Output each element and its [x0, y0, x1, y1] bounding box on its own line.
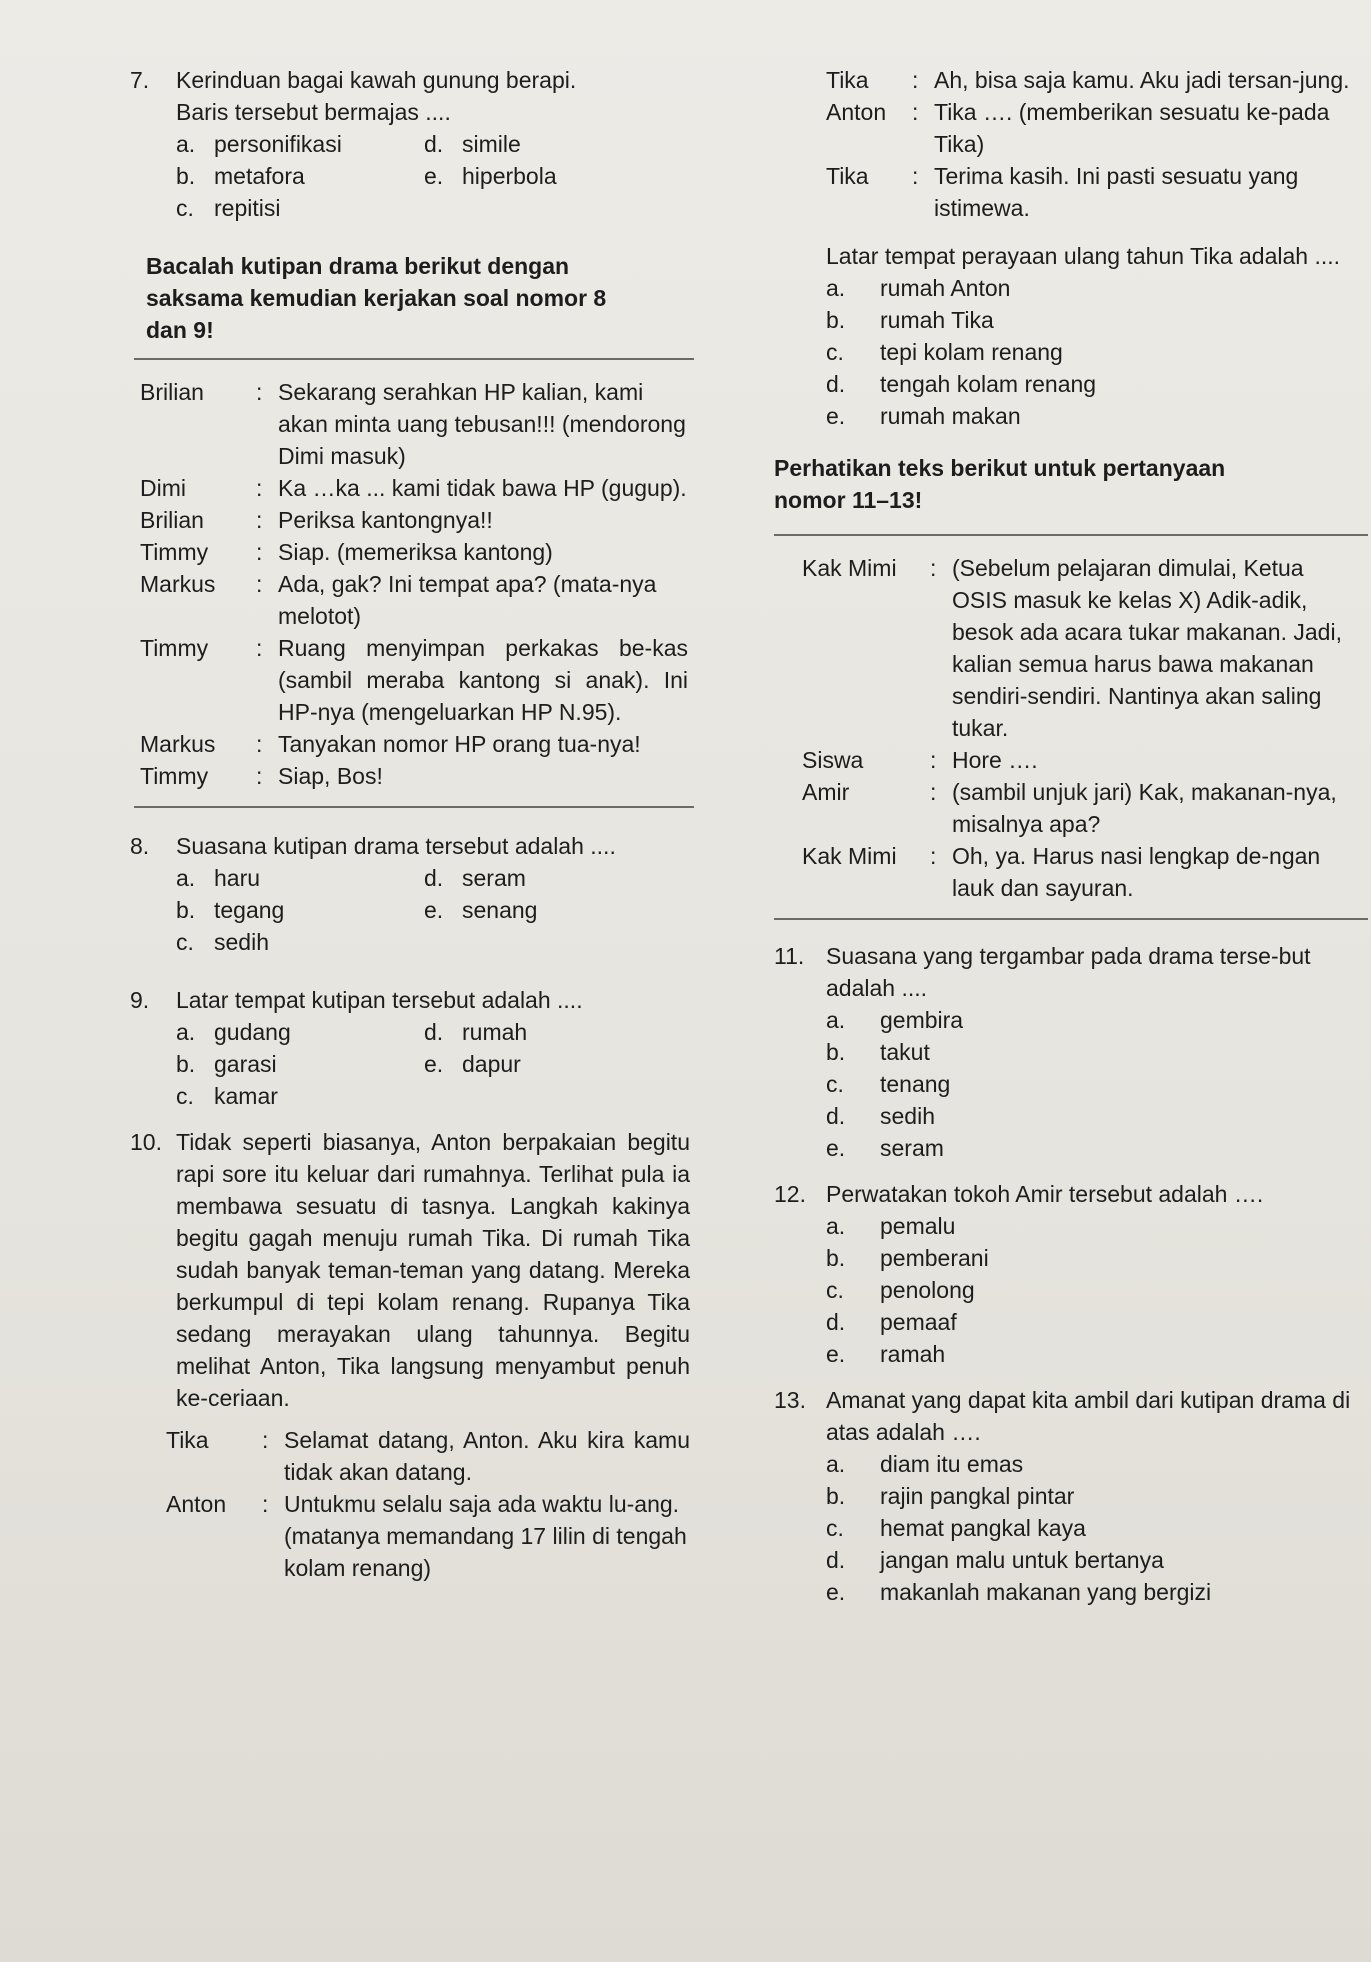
options [826, 272, 1354, 432]
drama-excerpt-2-continued [826, 64, 1354, 224]
dialogue-line: Kak Mimi : (Sebelum pelajaran dimulai, Ketua OSIS masuk ke kelas X) Adik-adik, besok ada acara tukar makanan. Jadi, kalian semua harus bawa makanan sendiri-sendiri. Nantinya akan saling tukar. [802, 555, 1342, 741]
question-10-continued [826, 240, 1354, 432]
drama-excerpt-1 [134, 358, 694, 808]
option[interactable]: e. rumah makan [826, 403, 1021, 429]
dialogue-line: Brilian : Periksa kantongnya!! [140, 507, 493, 533]
option[interactable]: c. hemat pangkal kaya [826, 1515, 1086, 1541]
question-number: 11. [774, 943, 805, 969]
option[interactable]: e. dapur [424, 1051, 521, 1077]
option[interactable]: a. diam itu emas [826, 1451, 1024, 1477]
dialogue-line: Timmy : Siap. (memeriksa kantong) [140, 539, 553, 565]
option[interactable]: a. gembira [826, 1007, 964, 1033]
options [176, 128, 690, 224]
option[interactable]: a. pemalu [826, 1213, 956, 1239]
options [826, 1448, 1354, 1608]
option[interactable]: e. seram [826, 1135, 944, 1161]
option[interactable]: c. penolong [826, 1277, 975, 1303]
question-text-2: Baris tersebut bermajas .... [176, 99, 451, 125]
question-12 [774, 1178, 1354, 1370]
question-text: Amanat yang dapat kita ambil dari kutipan drama di atas adalah …. [826, 1387, 1351, 1445]
option[interactable]: d. sedih [826, 1103, 935, 1129]
question-9 [130, 984, 690, 1112]
option[interactable]: e. senang [424, 897, 538, 923]
narrative-text: Tidak seperti biasanya, Anton berpakaian begitu rapi sore itu keluar dari rumahnya. Terlihat pula ia membawa sesuatu di tasnya. Langkah kakinya begitu gagah menuju rumah Tika. Di rumah Tika sudah banyak teman-teman yang datang. Mereka berkumpul di tepi kolam renang. Rupanya Tika sedang merayakan ulang tahunnya. Begitu melihat Anton, Tika langsung menyambut penuh ke-ceriaan. [176, 1129, 690, 1411]
question-number: 13. [774, 1387, 806, 1413]
options [826, 1004, 1354, 1164]
option[interactable]: c. kamar [176, 1083, 278, 1109]
option[interactable]: d. seram [424, 865, 526, 891]
right-column [774, 64, 1354, 1608]
dialogue-line: Markus : Tanyakan nomor HP orang tua-nya! [140, 731, 641, 757]
option[interactable]: b. garasi [176, 1051, 277, 1077]
dialogue-line: Anton : Untukmu selalu saja ada waktu lu-ang. (matanya memandang 17 lilin di tengah kolam renang) [166, 1491, 687, 1581]
option[interactable]: b. pemberani [826, 1245, 989, 1271]
dialogue-line: Timmy : Siap, Bos! [140, 763, 383, 789]
question-text: Kerinduan bagai kawah gunung berapi. [176, 67, 577, 93]
drama-excerpt-2 [166, 1424, 690, 1584]
option[interactable]: a. gudang [176, 1019, 291, 1045]
dialogue-line: Tika : Ah, bisa saja kamu. Aku jadi tersan-jung. [826, 67, 1350, 93]
dialogue-line: Tika : Terima kasih. Ini pasti sesuatu yang istimewa. [826, 163, 1299, 221]
dialogue-line: Dimi : Ka …ka ... kami tidak bawa HP (gugup). [140, 475, 687, 501]
options [176, 1016, 690, 1112]
dialogue-line: Amir : (sambil unjuk jari) Kak, makanan-nya, misalnya apa? [802, 779, 1337, 837]
option[interactable]: e. hiperbola [424, 163, 557, 189]
question-11 [774, 940, 1354, 1164]
option[interactable]: d. pemaaf [826, 1309, 957, 1335]
option[interactable]: b. rajin pangkal pintar [826, 1483, 1075, 1509]
left-column [130, 64, 690, 1584]
option[interactable]: a. personifikasi [176, 131, 342, 157]
option[interactable]: d. simile [424, 131, 521, 157]
drama-excerpt-3 [774, 534, 1368, 920]
option[interactable]: b. takut [826, 1039, 930, 1065]
question-text: Perwatakan tokoh Amir tersebut adalah …. [826, 1181, 1264, 1207]
dialogue-line: Tika : Selamat datang, Anton. Aku kira kamu tidak akan datang. [166, 1427, 690, 1485]
question-10 [130, 1126, 690, 1584]
question-number: 10. [130, 1129, 162, 1155]
option[interactable]: b. metafora [176, 163, 305, 189]
question-number: 7. [130, 67, 150, 93]
question-number: 8. [130, 833, 150, 859]
option[interactable]: d. jangan malu untuk bertanya [826, 1547, 1164, 1573]
dialogue-line: Siswa : Hore …. [802, 747, 1038, 773]
question-7 [130, 64, 690, 224]
option[interactable]: d. rumah [424, 1019, 528, 1045]
option[interactable]: c. tepi kolam renang [826, 339, 1063, 365]
option[interactable]: c. repitisi [176, 195, 281, 221]
dialogue-line: Markus : Ada, gak? Ini tempat apa? (mata-nya melotot) [140, 571, 657, 629]
option[interactable]: c. sedih [176, 929, 269, 955]
option[interactable]: a. rumah Anton [826, 275, 1011, 301]
option[interactable]: b. rumah Tika [826, 307, 994, 333]
option[interactable]: b. tegang [176, 897, 285, 923]
option[interactable]: c. tenang [826, 1071, 951, 1097]
dialogue-line: Brilian : Sekarang serahkan HP kalian, kami akan minta uang tebusan!!! (mendorong Dimi masuk) [140, 379, 686, 469]
question-text: Suasana kutipan drama tersebut adalah .... [176, 833, 616, 859]
question-number: 9. [130, 987, 150, 1013]
instruction-2: Perhatikan teks berikut untuk pertanyaan nomor 11–13! [774, 455, 1226, 513]
dialogue-line: Anton : Tika …. (memberikan sesuatu ke-pada Tika) [826, 99, 1330, 157]
question-text: Latar tempat kutipan tersebut adalah .... [176, 987, 583, 1013]
options [176, 862, 690, 958]
options [826, 1210, 1354, 1370]
question-text: Latar tempat perayaan ulang tahun Tika adalah .... [826, 243, 1341, 269]
option[interactable]: d. tengah kolam renang [826, 371, 1097, 397]
dialogue-line: Timmy : Ruang menyimpan perkakas be-kas (sambil meraba kantong si anak). Ini HP-nya (mengeluarkan HP N.95). [140, 635, 688, 725]
question-text: Suasana yang tergambar pada drama terse-but adalah .... [826, 943, 1311, 1001]
option[interactable]: e. ramah [826, 1341, 946, 1367]
question-8 [130, 830, 690, 958]
option[interactable]: e. makanlah makanan yang bergizi [826, 1579, 1212, 1605]
dialogue-line: Kak Mimi : Oh, ya. Harus nasi lengkap de-ngan lauk dan sayuran. [802, 843, 1321, 901]
question-13 [774, 1384, 1354, 1608]
option[interactable]: a. haru [176, 865, 261, 891]
instruction-1: Bacalah kutipan drama berikut dengan saksama kemudian kerjakan soal nomor 8 dan 9! [146, 253, 607, 343]
question-number: 12. [774, 1181, 806, 1207]
